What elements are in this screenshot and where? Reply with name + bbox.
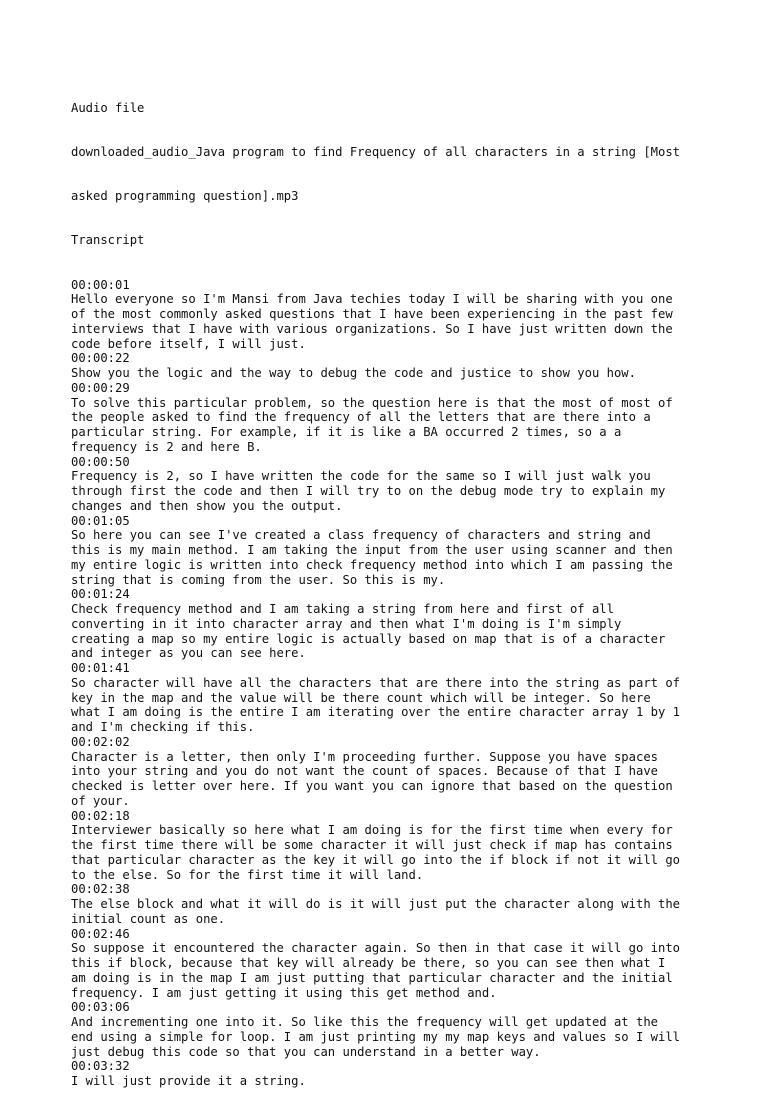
segment-timestamp: 00:00:50 <box>71 454 130 469</box>
segment-text-line: And incrementing one into it. So like this the frequency will get updated at the <box>71 1015 658 1029</box>
segment-text-line: am doing is in the map I am just putting that particular character and the initial <box>71 970 673 985</box>
segment-text-line: just debug this code so that you can understand in a better way. <box>71 1044 541 1059</box>
segment-text-line: my entire logic is written into check frequency method into which I am passing the <box>71 557 673 572</box>
transcript-segment <box>71 927 711 1001</box>
segment-text-line: frequency. I am just getting it using this get method and. <box>71 985 497 1000</box>
segment-text-line: key in the map and the value will be there count which will be integer. So here <box>71 690 651 705</box>
segment-text-line: the first time there will be some character it will just check if map has contains <box>71 838 673 852</box>
segment-text-line: what I am doing is the entire I am iterating over the entire character array 1 by 1 <box>71 705 681 720</box>
segment-text-line: I will just provide it a string. <box>71 1074 306 1088</box>
segment-text-line: this if block, because that key will already be there, so you can see then what I <box>71 956 666 970</box>
segment-text-line: to the else. So for the first time it will land. <box>71 867 424 882</box>
segment-text-line: Hello everyone so I'm Mansi from Java techies today I will be sharing with you one <box>71 292 673 307</box>
segment-text-line: string that is coming from the user. So this is my. <box>71 572 446 587</box>
segment-text-line: end using a simple for loop. I am just printing my my map keys and values so I will <box>71 1029 681 1044</box>
transcript-segment <box>71 514 711 588</box>
segment-timestamp: 00:03:32 <box>71 1059 130 1074</box>
segment-text-line: of your. <box>71 793 130 808</box>
transcript-segment <box>71 882 711 926</box>
audio-file-name: downloaded_audio_Java program to find Frequency of all characters in a string [Most <box>71 144 681 159</box>
segment-text-line: and integer as you can see here. <box>71 646 306 661</box>
segment-text-line: So character will have all the characters that are there into the string as part of <box>71 675 681 690</box>
transcript-segment <box>71 661 711 735</box>
segment-text-line: into your string and you do not want the count of spaces. Because of that I have <box>71 764 658 779</box>
segment-text-line: changes and then show you the output. <box>71 498 343 513</box>
segment-text-line: and I'm checking if this. <box>71 720 255 734</box>
segment-text-line: particular string. For example, if it is like a BA occurred 2 times, so a a <box>71 425 622 439</box>
segment-timestamp: 00:00:29 <box>71 380 130 395</box>
segment-text-line: interviews that I have with various organizations. So I have just written down the <box>71 321 673 336</box>
segment-timestamp: 00:03:06 <box>71 1000 130 1015</box>
segment-text-line: Interviewer basically so here what I am doing is for the first time when every for <box>71 823 673 838</box>
segment-text-line: Character is a letter, then only I'm proceeding further. Suppose you have spaces <box>71 749 658 764</box>
segment-timestamp: 00:01:24 <box>71 587 130 602</box>
transcript-segment <box>71 1000 711 1059</box>
transcript-segment <box>71 735 711 809</box>
transcript-segment <box>71 809 711 883</box>
segment-text-line: through first the code and then I will try to on the debug mode try to explain my <box>71 484 666 498</box>
segment-timestamp: 00:02:18 <box>71 808 130 823</box>
transcript-segments <box>71 278 711 1089</box>
segment-text-line: this is my main method. I am taking the input from the user using scanner and then <box>71 543 673 557</box>
segment-timestamp: 00:00:22 <box>71 351 130 366</box>
segment-timestamp: 00:01:05 <box>71 513 130 528</box>
segment-timestamp: 00:00:01 <box>71 277 130 292</box>
segment-timestamp: 00:02:02 <box>71 734 130 749</box>
transcript-segment <box>71 278 711 352</box>
segment-text-line: that particular character as the key it will go into the if block if not it will go <box>71 852 681 867</box>
segment-text-line: converting in it into character array and then what I'm doing is I'm simply <box>71 616 622 631</box>
segment-text-line: So here you can see I've created a class frequency of characters and string and <box>71 528 651 543</box>
transcript-segment <box>71 587 711 661</box>
segment-timestamp: 00:01:41 <box>71 661 130 675</box>
segment-text-line: code before itself, I will just. <box>71 336 306 351</box>
segment-text-line: initial count as one. <box>71 911 226 926</box>
segment-text-line: Check frequency method and I am taking a string from here and first of all <box>71 602 614 616</box>
segment-text-line: of the most commonly asked questions that I have been experiencing in the past few <box>71 307 673 321</box>
segment-timestamp: 00:02:38 <box>71 882 130 897</box>
segment-text-line: creating a map so my entire logic is actually based on map that is of a character <box>71 631 666 646</box>
segment-text-line: the people asked to find the frequency of all the letters that are there into a <box>71 410 651 425</box>
transcript-document <box>71 71 711 1104</box>
segment-text-line: So suppose it encountered the character again. So then in that case it will go into <box>71 941 681 956</box>
segment-text-line: frequency is 2 and here B. <box>71 439 262 454</box>
transcript-label: Transcript <box>71 233 145 248</box>
audio-file-label: Audio file <box>71 100 145 115</box>
audio-file-name-continued: asked programming question].mp3 <box>71 189 299 203</box>
segment-text-line: Frequency is 2, so I have written the code for the same so I will just walk you <box>71 469 651 484</box>
segment-text-line: To solve this particular problem, so the question here is that the most of most of <box>71 395 673 410</box>
segment-timestamp: 00:02:46 <box>71 926 130 941</box>
transcript-segment <box>71 1059 711 1089</box>
transcript-segment <box>71 351 711 381</box>
segment-text-line: Show you the logic and the way to debug the code and justice to show you how. <box>71 366 636 380</box>
segment-text-line: checked is letter over here. If you want you can ignore that based on the question <box>71 779 673 793</box>
transcript-segment <box>71 455 711 514</box>
transcript-segment <box>71 381 711 455</box>
segment-text-line: The else block and what it will do is it will just put the character along with the <box>71 897 681 911</box>
